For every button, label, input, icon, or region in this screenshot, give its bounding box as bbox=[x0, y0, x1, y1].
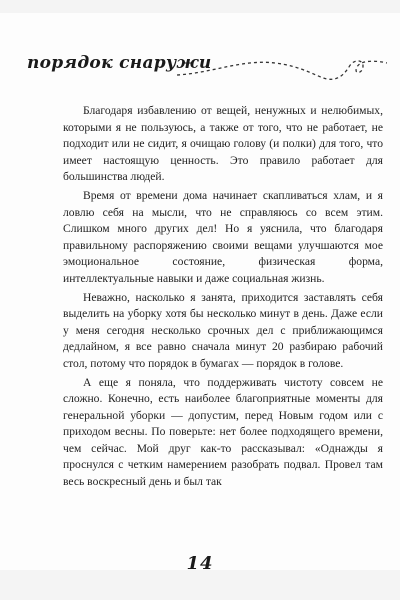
book-page bbox=[0, 13, 400, 574]
chapter-title: порядок снаружи bbox=[27, 53, 212, 73]
body-text bbox=[63, 103, 383, 493]
page-number: 14 bbox=[186, 553, 214, 574]
paragraph: Время от времени дома начинает скапливаться хлам, и я ловлю себя на мысли, что не справляюсь со всем этим. Слишком много других дел! Но я уяснила, что благодаря правильному распоряжению своими вещами улучшаются мое эмоциональное состояние, физическая форма, интеллектуальные навыки и даже социальная жизнь. bbox=[63, 188, 383, 285]
chapter-header bbox=[27, 53, 387, 89]
paragraph: А еще я поняла, что поддерживать чистоту совсем не сложно. Конечно, есть наиболее благоприятные моменты для генеральной уборки — допустим, перед Новым годом или с приходом весны. По поверьте: нет более подходящего времени, чем сейчас. Мой друг как-то рассказывал: «Однажды я проснулся с четким намерением разобрать подвал. Провел там весь воскресный день и был так bbox=[63, 375, 383, 489]
paragraph: Благодаря избавлению от вещей, ненужных и нелюбимых, которыми я не пользуюсь, а также от того, что не работает, не подходит или не сидит, я очищаю голову (и полки) для того, что имеет настоящую ценность. Это правило работает для большинства людей. bbox=[63, 104, 383, 184]
paragraph: Неважно, насколько я занята, приходится заставлять себя выделить на уборку хотя бы несколько минут в день. Даже если у меня сегодня несколько срочных дел с приближающимся дедлайном, я все равно сначала минут 20 разбираю рабочий стол, потому что порядок в бумагах — порядок в голове. bbox=[63, 290, 383, 370]
